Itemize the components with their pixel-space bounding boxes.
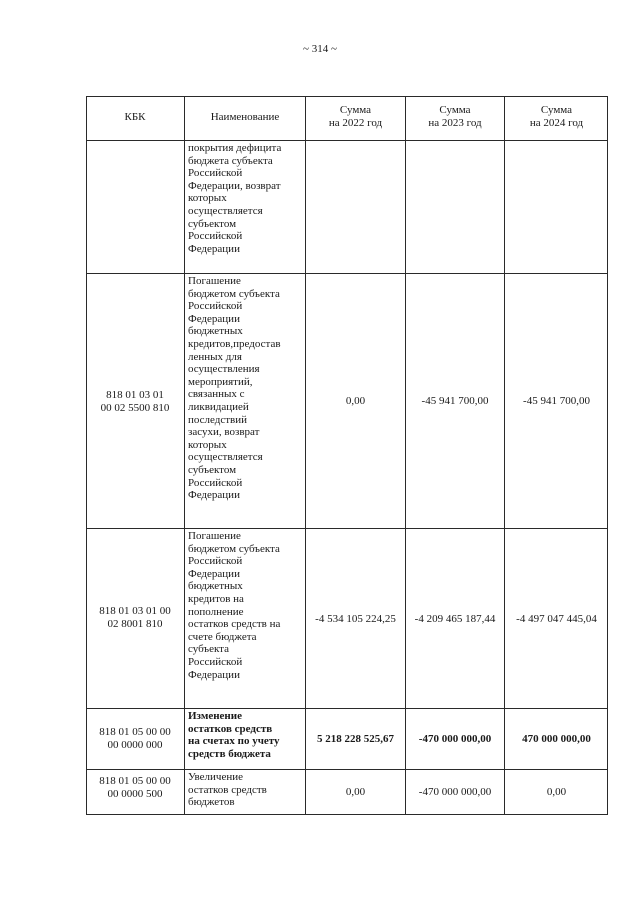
row-3-sum-2024: 470 000 000,00 bbox=[522, 733, 591, 745]
table-grid bbox=[86, 96, 608, 815]
row-1-kbk: 818 01 03 01 00 02 5500 810 bbox=[100, 389, 170, 414]
row-1-sum-2022: 0,00 bbox=[345, 395, 366, 407]
header-sum-2023: Сумма на 2023 год bbox=[428, 104, 482, 129]
row-2-kbk: 818 01 03 01 00 02 8001 810 bbox=[99, 605, 171, 630]
row-4-sum-2022: 0,00 bbox=[345, 786, 366, 798]
row-1-sum-2024: -45 941 700,00 bbox=[523, 395, 590, 407]
budget-table bbox=[86, 96, 608, 815]
row-1-name: Погашение бюджетом субъекта Российской Федерации бюджетных кредитов,предостав ленных для осуществления мероприятий, связанных с ликвидацией последствий засухи, возврат которых осуществляется субъектом Российской Федерации bbox=[188, 275, 281, 502]
row-3-kbk: 818 01 05 00 00 00 0000 000 bbox=[99, 726, 171, 751]
row-2-sum-2023: -4 209 465 187,44 bbox=[414, 613, 496, 625]
row-4-kbk: 818 01 05 00 00 00 0000 500 bbox=[99, 775, 171, 800]
header-sum-2022: Сумма на 2022 год bbox=[328, 104, 383, 129]
row-4-sum-2023: -470 000 000,00 bbox=[418, 786, 492, 798]
row-2-name: Погашение бюджетом субъекта Российской Федерации бюджетных кредитов на пополнение остатков средств на счете бюджета субъекта Российской Федерации bbox=[188, 530, 281, 681]
row-0-name: покрытия дефицита бюджета субъекта Российской Федерации, возврат которых осуществляется субъектом Российской Федерации bbox=[188, 142, 282, 255]
row-1-sum-2023: -45 941 700,00 bbox=[421, 395, 489, 407]
header-kbk: КБК bbox=[124, 111, 146, 123]
row-3-sum-2022: 5 218 228 525,67 bbox=[317, 733, 394, 745]
row-2-sum-2022: -4 534 105 224,25 bbox=[315, 613, 396, 625]
header-name: Наименование bbox=[210, 111, 280, 123]
row-3-sum-2023: -470 000 000,00 bbox=[418, 733, 492, 745]
page-number: ~ 314 ~ bbox=[303, 43, 337, 55]
row-3-name: Изменение остатков средств на счетах по учету средств бюджета bbox=[188, 710, 280, 760]
row-4-name: Увеличение остатков средств бюджетов bbox=[188, 771, 267, 809]
header-sum-2024: Сумма на 2024 год bbox=[529, 104, 584, 129]
row-2-sum-2024: -4 497 047 445,04 bbox=[516, 613, 597, 625]
row-4-sum-2024: 0,00 bbox=[546, 786, 567, 798]
